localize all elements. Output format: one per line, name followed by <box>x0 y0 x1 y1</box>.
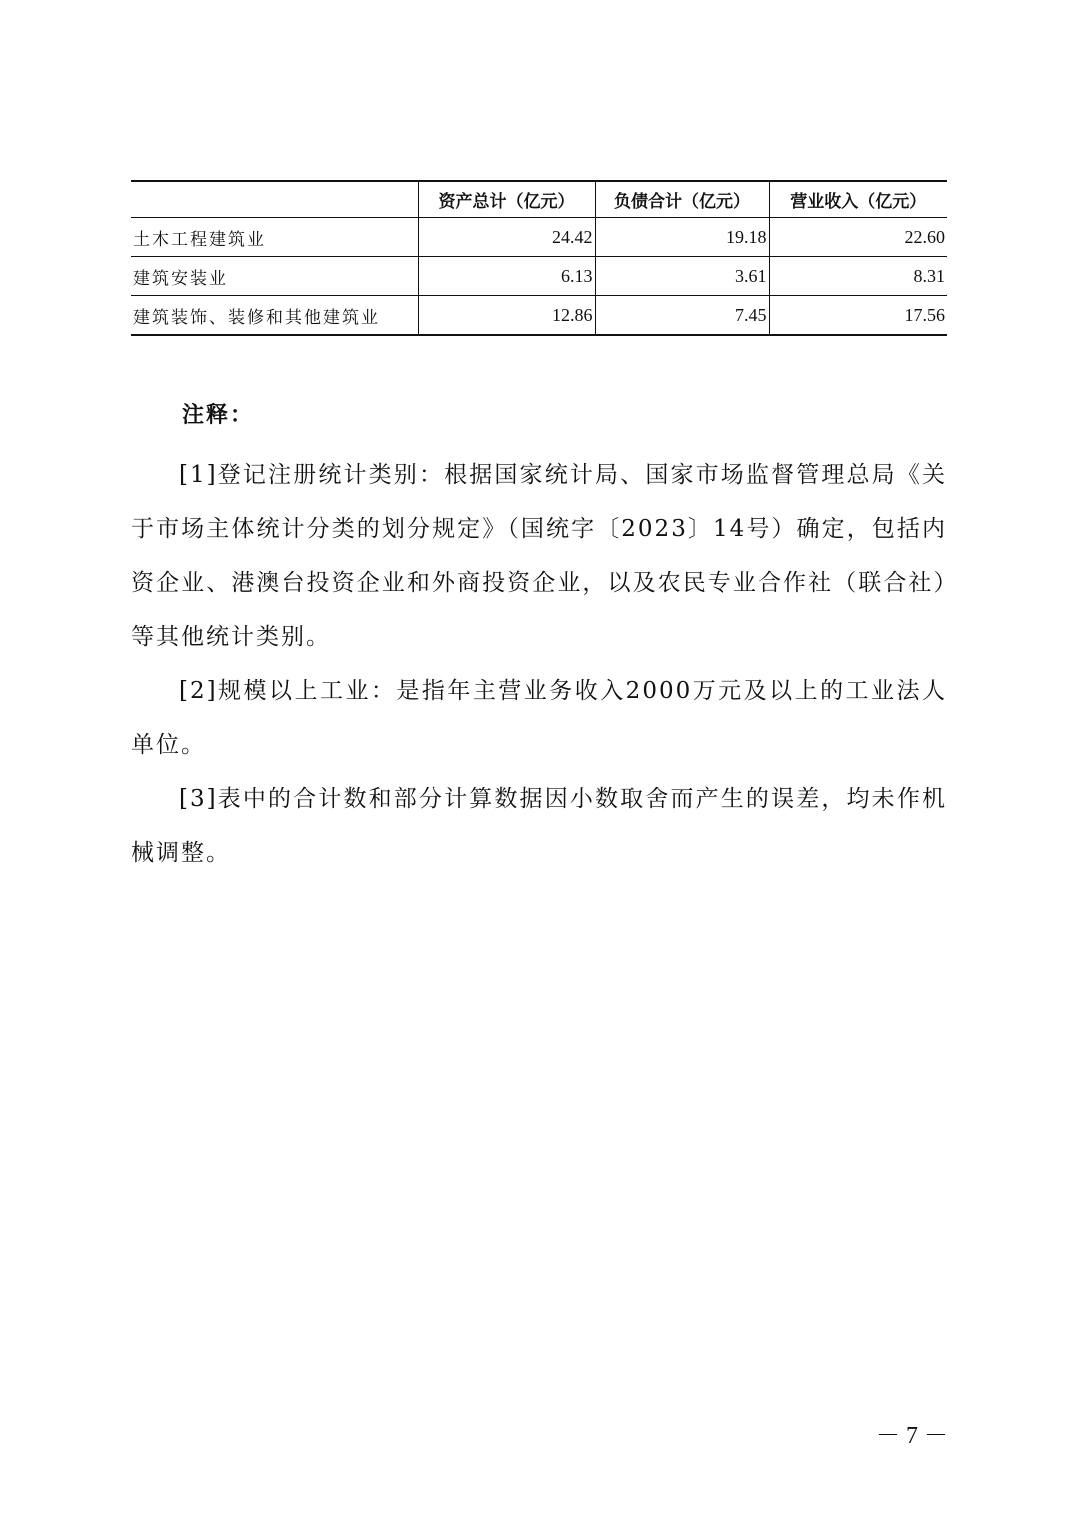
cell-total-liabilities: 7.45 <box>595 296 769 336</box>
table-row <box>131 257 947 296</box>
note-item-3: [3]表中的合计数和部分计算数据因小数取舍而产生的误差，均未作机械调整。 <box>131 786 947 866</box>
notes-title: 注释： <box>182 403 255 428</box>
row-label: 建筑装饰、装修和其他建筑业 <box>133 307 380 328</box>
page-number: － 7 － <box>876 1423 948 1449</box>
table-row <box>131 218 947 257</box>
cell-total-assets: 12.86 <box>418 296 595 336</box>
statistics-table <box>131 180 947 336</box>
header-cell-total-liabilities: 负债合计（亿元） <box>595 181 769 218</box>
cell-total-liabilities: 3.61 <box>595 257 769 296</box>
cell-operating-revenue: 8.31 <box>769 257 947 296</box>
row-label: 土木工程建筑业 <box>133 229 266 250</box>
table-row <box>131 296 947 336</box>
notes-section <box>131 448 947 880</box>
table-header-row <box>131 181 947 218</box>
cell-operating-revenue: 17.56 <box>769 296 947 336</box>
note-item-1: [1]登记注册统计类别：根据国家统计局、国家市场监督管理总局《关于市场主体统计分类的划分规定》（国统字〔2023〕14号）确定，包括内资企业、港澳台投资企业和外商投资企业，以及农民专业合作社（联合社）等其他统计类别。 <box>131 462 947 650</box>
cell-total-assets: 6.13 <box>418 257 595 296</box>
cell-total-assets: 24.42 <box>418 218 595 257</box>
row-label: 建筑安装业 <box>133 268 228 289</box>
header-cell-operating-revenue: 营业收入（亿元） <box>769 181 947 218</box>
header-cell-total-assets: 资产总计（亿元） <box>418 181 595 218</box>
note-item-2: [2]规模以上工业：是指年主营业务收入2000万元及以上的工业法人单位。 <box>131 678 947 758</box>
header-cell-category <box>131 181 418 218</box>
cell-operating-revenue: 22.60 <box>769 218 947 257</box>
cell-total-liabilities: 19.18 <box>595 218 769 257</box>
